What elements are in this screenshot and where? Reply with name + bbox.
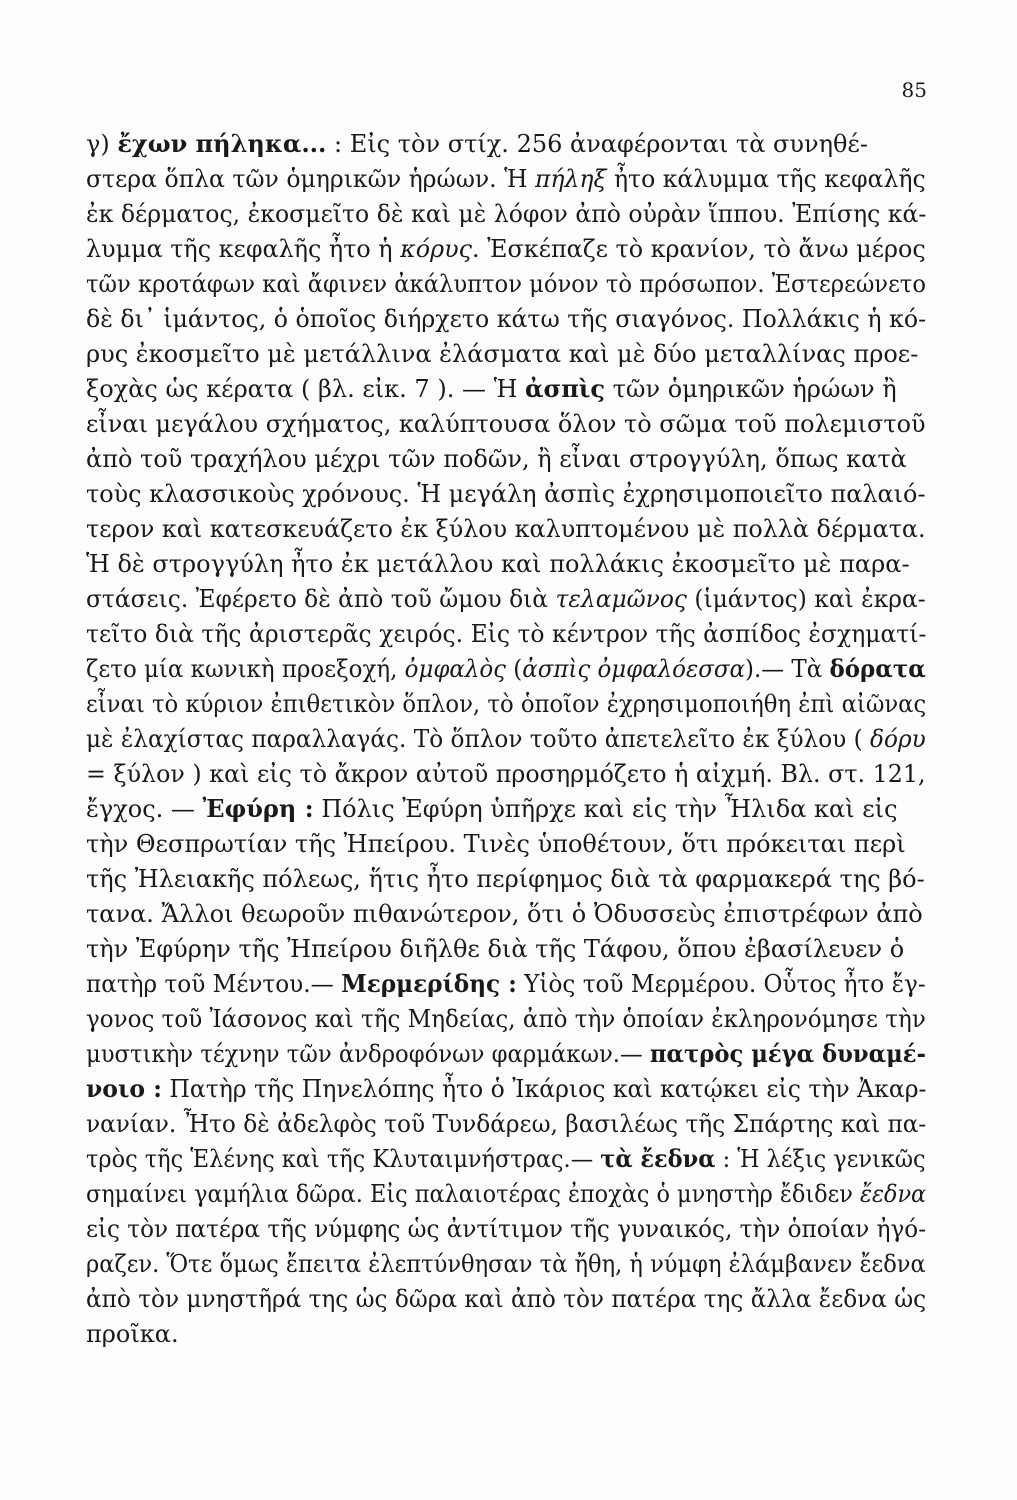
text-run: ραζεν. Ὅτε ὅμως ἔπειτα ἐλεπτύνθησαν τὰ ἤθη, ἡ νύμφη ἐλάμβανεν ἔεδνα bbox=[86, 1250, 926, 1278]
text-run: δὲ δι᾽ ἱμάντος, ὁ ὁποῖος διήρχετο κάτω τῆς σιαγόνος. Πολλάκις ἡ κό- bbox=[86, 305, 927, 333]
text-line bbox=[86, 1178, 927, 1210]
text-run: (ἱμάντος) καὶ ἐκρα- bbox=[686, 585, 926, 613]
text-line bbox=[86, 828, 926, 860]
text-run: τερον καὶ κατεσκευάζετο ἐκ ξύλου καλυπτομένου μὲ πολλὰ δέρματα. bbox=[86, 515, 926, 543]
text-run: εἰς τὸν πατέρα τῆς νύμφης ὡς ἀντίτιμον τῆς γυναικός, τὴν ὁποίαν ἠγό- bbox=[86, 1215, 927, 1243]
bold-term: πατρὸς μέγα δυναμέ- bbox=[649, 1039, 926, 1068]
text-run: τῶν ὁμηρικῶν ἡρώων ἢ bbox=[605, 375, 897, 403]
text-run: εἶναι τὸ κύριον ἐπιθετικὸν ὅπλον, τὸ ὁποῖον ἐχρησιμοποιήθη ἐπὶ αἰῶνας bbox=[86, 690, 927, 718]
text-line bbox=[86, 1213, 927, 1245]
bold-term: νοιο : bbox=[86, 1074, 162, 1103]
text-run: : Ἡ λέξις γενικῶς bbox=[715, 1145, 926, 1173]
text-run: Ἡ δὲ στρογγύλη ἦτο ἐκ μετάλλου καὶ πολλάκις ἐκοσμεῖτο μὲ παρα- bbox=[86, 550, 910, 578]
text-run: ζετο μία κωνικὴ προεξοχή, bbox=[86, 655, 405, 683]
text-line bbox=[86, 233, 926, 265]
text-line bbox=[86, 198, 927, 230]
text-line bbox=[86, 128, 926, 160]
text-line bbox=[86, 618, 927, 650]
text-run: Υἱὸς τοῦ Μερμέρου. Οὗτος ἦτο ἔγ- bbox=[516, 970, 926, 998]
text-run: στερα ὅπλα τῶν ὁμηρικῶν ἡρώων. Ἡ bbox=[86, 165, 535, 193]
text-line bbox=[86, 548, 926, 580]
italic-term: δόρυ bbox=[870, 725, 926, 753]
text-line bbox=[86, 1283, 927, 1315]
bold-term: ἔχων πήληκα... bbox=[117, 129, 327, 158]
text-run: πατὴρ τοῦ Μέντου.— bbox=[86, 970, 342, 998]
bold-term: δόρατα bbox=[829, 654, 926, 683]
text-run: εἶναι μεγάλου σχήματος, καλύπτουσα ὅλον τὸ σῶμα τοῦ πολεμιστοῦ bbox=[86, 410, 926, 438]
text-line bbox=[86, 1003, 926, 1035]
text-run: ξοχὰς ὡς κέρατα ( βλ. εἰκ. 7 ). — Ἡ bbox=[86, 375, 526, 403]
text-line bbox=[86, 793, 926, 825]
text-run: στάσεις. Ἐφέρετο δὲ ἀπὸ τοῦ ὤμου διὰ bbox=[86, 585, 556, 613]
text-run: Πόλις Ἐφύρη ὑπῆρχε καὶ εἰς τὴν Ἦλιδα καὶ εἰς bbox=[313, 795, 898, 823]
text-run: τρὸς τῆς Ἑλένης καὶ τῆς Κλυταιμνήστρας.— bbox=[86, 1145, 601, 1173]
page-number: 85 bbox=[901, 78, 927, 102]
text-run: ἀπὸ τὸν μνηστῆρά της ὡς δῶρα καὶ ἀπὸ τὸν πατέρα της ἄλλα ἔεδνα ὡς bbox=[86, 1285, 927, 1313]
italic-term: ὀμφαλὸς bbox=[404, 655, 506, 683]
text-run: γ) bbox=[86, 130, 118, 158]
text-run: σημαίνει γαμήλια δῶρα. Εἰς παλαιοτέρας ἐποχὰς ὁ μνηστὴρ ἔδιδεν bbox=[86, 1180, 860, 1208]
text-line bbox=[86, 933, 926, 965]
text-run: . Ἐσκέπαζε τὸ κρανίον, τὸ ἄνω μέρος bbox=[471, 235, 926, 263]
text-run: μὲ ἐλαχίστας παραλλαγάς. Τὸ ὅπλον τοῦτο ἀπετελεῖτο ἐκ ξύλου ( bbox=[86, 725, 871, 753]
text-line bbox=[86, 163, 926, 195]
text-run: νανίαν. Ἦτο δὲ ἀδελφὸς τοῦ Τυνδάρεω, βασιλέως τῆς Σπάρτης καὶ πα- bbox=[86, 1110, 927, 1138]
bold-term: Μερμερίδης : bbox=[341, 969, 517, 998]
text-run: ἦτο κάλυμμα τῆς κεφαλῆς bbox=[606, 165, 926, 193]
text-line bbox=[86, 408, 924, 440]
text-run: τὴν Θεσπρωτίαν τῆς Ἠπείρου. Τινὲς ὑποθέτουν, ὅτι πρόκειται περὶ bbox=[86, 830, 906, 858]
text-line bbox=[86, 1073, 927, 1105]
text-run: λυμμα τῆς κεφαλῆς ἦτο ἡ bbox=[86, 235, 401, 263]
text-line bbox=[86, 898, 926, 930]
text-run: τεῖτο διὰ τῆς ἀριστερᾶς χειρός. Εἰς τὸ κέντρον τῆς ἀσπίδος ἐσχηματί- bbox=[86, 620, 927, 648]
text-line bbox=[86, 478, 926, 510]
text-run: μυστικὴν τέχνην τῶν ἀνδροφόνων φαρμάκων.— bbox=[86, 1040, 650, 1068]
text-line bbox=[86, 688, 927, 720]
text-line bbox=[86, 1318, 926, 1350]
text-run: τανα. Ἄλλοι θεωροῦν πιθανώτερον, ὅτι ὁ Ὀδυσσεὺς ἐπιστρέφων ἀπὸ bbox=[86, 900, 923, 928]
text-line bbox=[86, 513, 926, 545]
text-run: προῖκα. bbox=[86, 1320, 179, 1348]
text-run: ( bbox=[505, 655, 523, 683]
text-line bbox=[86, 863, 926, 895]
bold-term: Ἐφύρη : bbox=[202, 794, 314, 823]
text-line bbox=[86, 968, 926, 1000]
text-run: γονος τοῦ Ἰάσονος καὶ τῆς Μηδείας, ἀπὸ τὴν ὁποίαν ἐκληρονόμησε τὴν bbox=[86, 1005, 926, 1033]
text-run: τῶν κροτάφων καὶ ἄφινεν ἀκάλυπτον μόνον τὸ πρόσωπον. Ἐστερεώνετο bbox=[86, 270, 926, 298]
text-line bbox=[86, 583, 926, 615]
text-line bbox=[86, 303, 927, 335]
text-run: ρυς ἐκοσμεῖτο μὲ μετάλλινα ἐλάσματα καὶ μὲ δύο μεταλλίνας προε- bbox=[86, 340, 919, 368]
text-line bbox=[86, 268, 926, 300]
text-line bbox=[86, 1143, 926, 1175]
text-line bbox=[86, 1108, 927, 1140]
text-line bbox=[86, 373, 926, 405]
bold-term: ἀσπὶς bbox=[525, 374, 605, 403]
text-run: ἐκ δέρματος, ἐκοσμεῖτο δὲ καὶ μὲ λόφον ἀπὸ οὐρὰν ἵππου. Ἐπίσης κά- bbox=[86, 200, 927, 228]
text-line bbox=[86, 443, 926, 475]
text-run: τὴν Ἐφύρην τῆς Ἠπείρου διῆλθε διὰ τῆς Τάφου, ὅπου ἐβασίλευεν ὁ bbox=[86, 935, 905, 963]
text-run: τῆς Ἠλειακῆς πόλεως, ἥτις ἦτο περίφημος διὰ τὰ φαρμακερά της βό- bbox=[86, 865, 925, 893]
italic-term: πήληξ bbox=[534, 165, 607, 193]
text-run: = ξύλον ) καὶ εἰς τὸ ἄκρον αὐτοῦ προσηρμόζετο ἡ αἰχμή. Βλ. στ. 121, bbox=[86, 760, 926, 788]
text-line bbox=[86, 338, 926, 370]
text-line bbox=[86, 723, 926, 755]
bold-term: τὰ ἔεδνα bbox=[600, 1144, 716, 1173]
text-run: Πατὴρ τῆς Πηνελόπης ἦτο ὁ Ἰκάριος καὶ κατῴκει εἰς τὴν Ἀκαρ- bbox=[161, 1075, 927, 1103]
text-run: : Εἰς τὸν στίχ. 256 ἀναφέρονται τὰ συνηθέ- bbox=[326, 130, 868, 158]
italic-term: κόρυς bbox=[400, 235, 472, 263]
italic-term: τελαμῶνος bbox=[555, 585, 687, 613]
italic-term: ἀσπὶς ὀμφαλόεσσα bbox=[522, 655, 746, 683]
text-run: τοὺς κλασσικοὺς χρόνους. Ἡ μεγάλη ἀσπὶς ἐχρησιμοποιεῖτο παλαιό- bbox=[86, 480, 926, 508]
text-run: ἀπὸ τοῦ τραχήλου μέχρι τῶν ποδῶν, ἢ εἶναι στρογγύλη, ὅπως κατὰ bbox=[86, 445, 907, 473]
italic-term: ἔεδνα bbox=[859, 1180, 927, 1208]
text-run: ἔγχος. — bbox=[86, 795, 203, 823]
text-line bbox=[86, 1038, 926, 1070]
text-run: ).— Τὰ bbox=[745, 655, 830, 683]
text-line bbox=[86, 1248, 926, 1280]
text-line bbox=[86, 653, 926, 685]
text-line bbox=[86, 758, 926, 790]
